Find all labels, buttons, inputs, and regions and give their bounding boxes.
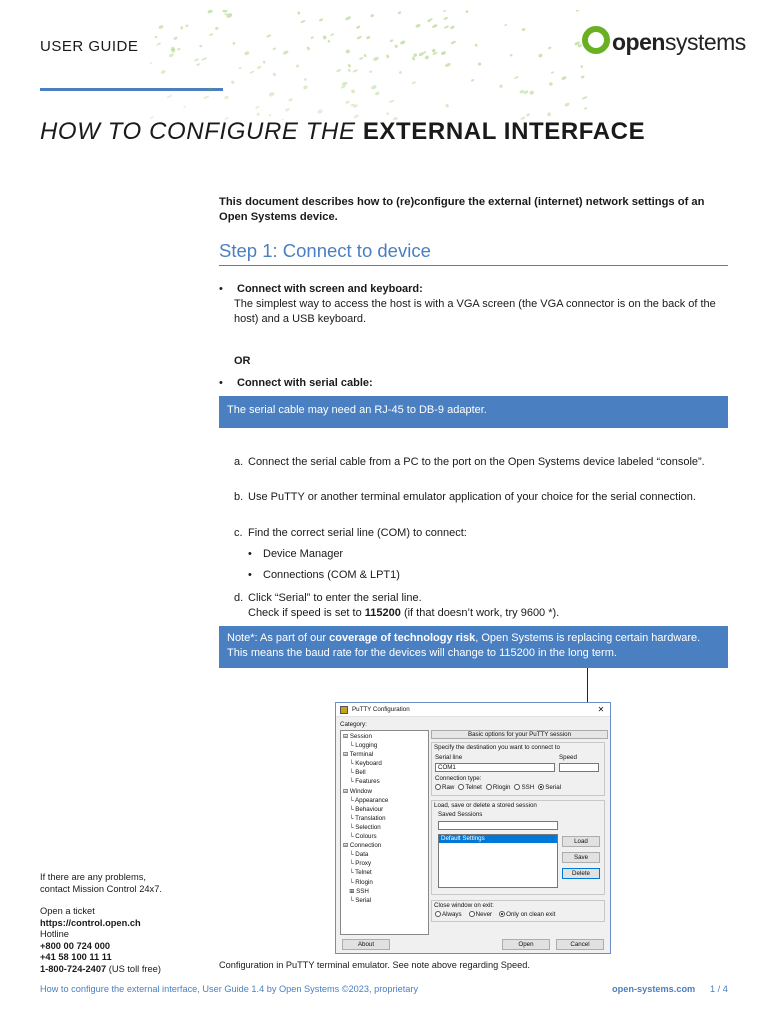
decorative-dot: [523, 90, 529, 95]
decorative-dot: [431, 24, 438, 29]
decorative-dot: [244, 51, 250, 56]
document-type-label: USER GUIDE: [40, 38, 139, 55]
decorative-dot: [397, 11, 401, 15]
exit-option[interactable]: [499, 911, 555, 918]
decorative-dot: [160, 69, 166, 74]
tree-item[interactable]: └ Serial: [343, 896, 372, 904]
decorative-dot: [303, 85, 309, 90]
category-label: Category:: [340, 721, 367, 728]
radio-label: Serial: [545, 784, 562, 791]
decorative-dot: [156, 42, 161, 46]
save-button[interactable]: Save: [562, 852, 600, 863]
delete-button[interactable]: Delete: [562, 868, 600, 879]
radio-icon[interactable]: [486, 784, 492, 790]
decorative-dot: [347, 63, 351, 68]
decorative-dot: [444, 25, 450, 29]
list-marker: c.: [234, 527, 243, 539]
decorative-dot: [445, 103, 450, 108]
decorative-dot: [262, 60, 266, 64]
radio-label: Only on clean exit: [506, 911, 556, 918]
radio-label: Never: [475, 911, 493, 918]
decorative-dot: [474, 43, 478, 47]
bullet-icon: •: [219, 377, 223, 389]
decorative-dot: [521, 28, 526, 32]
radio-label: Always: [442, 911, 462, 918]
decorative-dot: [369, 70, 372, 73]
logo-systems-text: systems: [664, 28, 746, 55]
footer-website-link[interactable]: open-systems.com: [612, 984, 696, 994]
connection-type-option[interactable]: [435, 784, 454, 791]
contact-block: [40, 906, 161, 975]
radio-icon[interactable]: [499, 911, 505, 917]
decorative-dot: [158, 24, 164, 29]
decorative-dot: [363, 54, 367, 58]
decorative-dot: [389, 99, 395, 103]
decorative-dot: [306, 46, 310, 51]
cancel-button[interactable]: Cancel: [556, 939, 604, 950]
decorative-dot: [345, 100, 350, 104]
decorative-dot: [268, 91, 275, 97]
decorative-dot: [386, 54, 390, 59]
decorative-dot: [373, 56, 380, 62]
decorative-dot: [504, 24, 507, 27]
or-separator: OR: [234, 355, 251, 367]
page-number: 1 / 4: [710, 984, 728, 994]
figure-caption: [219, 960, 530, 970]
decorative-dot: [199, 44, 203, 48]
ticket-label: Open a ticket: [40, 906, 95, 916]
putty-title: PuTTY Configuration: [352, 706, 410, 713]
radio-label: Raw: [442, 784, 455, 791]
decorative-dot: [268, 114, 271, 117]
decorative-dot: [548, 82, 553, 87]
decorative-dot: [551, 71, 554, 74]
decorative-dot: [272, 72, 276, 76]
decorative-dot: [345, 49, 351, 54]
decorative-dot: [300, 19, 306, 23]
tree-item[interactable]: ⊞ SSH: [343, 887, 369, 895]
decorative-dot: [330, 33, 334, 36]
saved-sessions-label: Saved Sessions: [438, 811, 483, 818]
load-button[interactable]: Load: [562, 836, 600, 847]
tree-item[interactable]: └ Translation: [343, 814, 386, 822]
decorative-dot: [450, 25, 455, 29]
decorative-dot: [564, 102, 570, 107]
support-line1: If there are any problems,: [40, 872, 146, 882]
stored-session-group: [431, 800, 605, 895]
session-panel: [431, 730, 608, 935]
decorative-dot: [399, 40, 406, 45]
decorative-dot: [443, 10, 446, 12]
list-item-c: [234, 526, 728, 541]
decorative-dot: [319, 18, 324, 22]
phone-number-2[interactable]: +41 58 100 11 11: [40, 952, 112, 962]
footer-document-info: How to configure the external interface, User Guide 1.4 by Open Systems ©2023, proprietary: [40, 984, 419, 994]
decorative-dot: [150, 62, 152, 65]
decorative-dot: [317, 109, 324, 115]
decorative-dot: [471, 78, 475, 82]
decorative-dot: [222, 10, 229, 13]
decorative-dot: [546, 112, 551, 117]
caption-end: .: [527, 960, 530, 970]
decorative-dot: [168, 53, 174, 58]
list-item-a: [234, 455, 728, 470]
note-post: , Open Systems is replacing certain hardware. This means the baud rate for the devices will change to 115200 in the long term.: [227, 632, 701, 659]
decorative-dot: [327, 40, 330, 43]
decorative-dot: [514, 76, 519, 80]
decorative-dot: [526, 113, 531, 117]
decorative-dot: [297, 11, 301, 15]
decorative-dot: [415, 23, 421, 28]
exit-option[interactable]: [469, 911, 493, 918]
tree-item[interactable]: ⊟ Connection: [343, 842, 382, 850]
decorative-dot: [166, 94, 173, 98]
connection-type-label: Connection type:: [435, 775, 482, 782]
decorative-dot: [509, 54, 512, 57]
list-item-text: Find the correct serial line (COM) to connect:: [248, 527, 467, 539]
list-marker: a.: [234, 456, 244, 468]
decorative-dot: [443, 16, 448, 20]
putty-titlebar: [336, 703, 610, 717]
radio-icon[interactable]: [469, 911, 475, 917]
open-systems-logo: [582, 22, 746, 62]
note-pre: Note*: As part of our: [227, 632, 330, 644]
logo-open-text: open: [612, 28, 665, 55]
title-bold-part: EXTERNAL INTERFACE: [362, 118, 646, 145]
tree-item[interactable]: └ Telnet: [343, 869, 372, 877]
speed-label: Speed: [559, 754, 577, 761]
sub-item-text: Connections (COM & LPT1): [263, 569, 400, 581]
decorative-dot: [529, 90, 535, 95]
decorative-dot: [575, 10, 579, 12]
support-notice: [40, 872, 162, 895]
decorative-dot: [207, 10, 213, 14]
phone-number-3[interactable]: 1-800-724-2407: [40, 963, 107, 974]
bullet-icon: •: [248, 569, 252, 581]
decorative-dot: [584, 107, 588, 110]
list-item-text: [248, 591, 728, 621]
decorative-dot: [348, 68, 352, 72]
tree-item[interactable]: └ Logging: [343, 742, 378, 750]
open-button[interactable]: Open: [502, 939, 550, 950]
decorative-dot: [185, 24, 189, 27]
decorative-dot: [209, 33, 214, 36]
decorative-dot: [356, 25, 361, 29]
step1-heading: Step 1: Connect to device: [219, 240, 728, 266]
decorative-dot: [366, 35, 371, 39]
decorative-dot: [345, 16, 352, 21]
putty-app-icon: [340, 706, 348, 714]
serial-line-input[interactable]: COM1: [435, 763, 555, 772]
list-item-text: Use PuTTY or another terminal emulator application of your choice for the serial connection.: [248, 491, 696, 503]
sessions-group-label: Load, save or delete a stored session: [434, 802, 537, 809]
tree-item[interactable]: ⊟ Terminal: [343, 751, 374, 759]
tree-item[interactable]: └ Behaviour: [343, 805, 384, 813]
radio-icon[interactable]: [538, 784, 544, 790]
list-marker: b.: [234, 491, 244, 503]
decorative-dot: [296, 64, 300, 68]
decorative-dot: [477, 62, 481, 66]
connection-type-radios[interactable]: [435, 784, 565, 791]
tree-item[interactable]: └ Data: [343, 851, 369, 859]
radio-icon[interactable]: [514, 784, 520, 790]
ticket-link[interactable]: https://control.open.ch: [40, 917, 141, 928]
decorative-dot: [173, 36, 178, 40]
tree-item[interactable]: └ Selection: [343, 823, 381, 831]
page-title: [40, 118, 645, 146]
radio-icon[interactable]: [435, 911, 441, 917]
decorative-dot: [282, 50, 289, 55]
decorative-dot: [207, 87, 213, 93]
serial-line-label: Serial line: [435, 754, 463, 761]
decorative-dot: [370, 14, 374, 18]
list-item-d: [234, 591, 728, 621]
decorative-dot: [386, 112, 390, 115]
decorative-dot: [424, 55, 429, 60]
radio-label: SSH: [521, 784, 535, 791]
decorative-dot: [412, 81, 417, 84]
option1-title: Connect with screen and keyboard:: [237, 283, 423, 295]
decorative-dot: [215, 26, 219, 30]
list-item-text: Connect the serial cable from a PC to the port on the Open Systems device labeled “console”.: [248, 456, 705, 468]
hotline-label: Hotline: [40, 929, 69, 939]
logo-ring-icon: [582, 26, 610, 54]
decorative-dot: [580, 75, 584, 79]
destination-group: [431, 742, 605, 796]
radio-icon[interactable]: [458, 784, 464, 790]
tree-item[interactable]: └ Features: [343, 778, 380, 786]
phone-number-1[interactable]: +800 00 724 000: [40, 940, 111, 951]
radio-label: Telnet: [465, 784, 482, 791]
title-light-part: HOW TO CONFIGURE THE: [40, 118, 363, 145]
tree-item[interactable]: └ Proxy: [343, 860, 372, 868]
decorative-dot: [389, 39, 393, 43]
decorative-dot: [548, 46, 552, 49]
sessions-list[interactable]: [438, 834, 558, 888]
note-bold: coverage of technology risk: [329, 632, 476, 644]
bullet-icon: •: [219, 283, 223, 295]
decorative-dot: [580, 65, 583, 68]
phone-note: (US toll free): [106, 963, 161, 974]
decorative-dot: [232, 41, 236, 45]
close-window-group: [431, 900, 605, 922]
decorative-dot: [336, 68, 341, 72]
caption-text: Configuration in PuTTY terminal emulator. See note above regarding: [219, 960, 501, 970]
decorative-dot: [266, 34, 272, 38]
decorative-dot-pattern: [150, 10, 600, 120]
decorative-dot: [285, 108, 290, 112]
option1-text: The simplest way to access the host is with a VGA screen (the VGA connector is on the back of the host) and a USB keyboard.: [234, 298, 716, 325]
decorative-dot: [310, 36, 314, 39]
decorative-dot: [399, 71, 403, 75]
about-button[interactable]: About: [342, 939, 390, 950]
decorative-dot: [371, 84, 378, 90]
decorative-dot: [359, 57, 363, 61]
list-item-b: [234, 490, 728, 505]
destination-label: Specify the destination you want to connect to: [434, 744, 560, 751]
decorative-dot: [352, 69, 358, 73]
decorative-dot: [581, 96, 588, 101]
decorative-dot: [374, 91, 380, 96]
decorative-dot: [194, 58, 200, 62]
decorative-dot: [394, 44, 398, 48]
bullet-icon: •: [248, 548, 252, 560]
decorative-dot: [440, 50, 446, 55]
item-d-line2-post: (if that doesn’t work, try 9600 *).: [400, 607, 560, 619]
decorative-dot: [450, 40, 456, 45]
tree-item[interactable]: └ Keyboard: [343, 760, 382, 768]
radio-label: Rlogin: [492, 784, 511, 791]
list-marker: d.: [234, 592, 244, 604]
decorative-dot: [154, 35, 158, 38]
saved-sessions-input[interactable]: [438, 821, 558, 830]
decorative-dot: [231, 80, 236, 85]
decorative-dot: [201, 57, 207, 61]
option2-title: Connect with serial cable:: [237, 377, 373, 389]
caption-emphasis: Speed: [500, 960, 528, 970]
decorative-dot: [183, 105, 186, 108]
decorative-dot: [499, 84, 503, 88]
decorative-dot: [561, 75, 567, 80]
decorative-dot: [196, 63, 201, 67]
sub-item-connections: [248, 569, 400, 581]
decorative-dot: [257, 65, 262, 69]
decorative-dot: [465, 10, 469, 13]
connection-type-option[interactable]: [458, 784, 482, 791]
tree-item[interactable]: └ Rlogin: [343, 878, 373, 886]
decorative-dot: [238, 67, 242, 70]
speed-value: 115200: [364, 607, 401, 619]
panel-title: Basic options for your PuTTY session: [431, 730, 608, 739]
intro-paragraph: This document describes how to (re)configure the external (internet) network settings of an Open Systems device.: [219, 196, 705, 223]
session-item-default[interactable]: Default Settings: [439, 835, 557, 843]
tree-item[interactable]: └ Appearance: [343, 796, 389, 804]
tree-item[interactable]: ⊟ Session: [343, 733, 372, 740]
close-on-exit-radios[interactable]: [435, 911, 562, 918]
decorative-dot: [322, 35, 327, 40]
close-on-exit-label: Close window on exit:: [434, 902, 494, 909]
category-tree[interactable]: [340, 730, 429, 935]
support-line2: contact Mission Control 24x7.: [40, 883, 162, 894]
connection-type-option[interactable]: [538, 784, 561, 791]
decorative-dot: [249, 70, 254, 74]
decorative-dot: [288, 98, 293, 102]
tree-item[interactable]: ⊟ Window: [343, 787, 372, 795]
adapter-callout: The serial cable may need an RJ-45 to DB-9 adapter.: [219, 396, 728, 428]
tree-item[interactable]: └ Bell: [343, 769, 366, 777]
decorative-dot: [303, 78, 307, 82]
decorative-dot: [272, 47, 276, 50]
decorative-dot: [538, 53, 543, 58]
decorative-dot: [180, 26, 184, 30]
item-d-line2-pre: Check if speed is set to: [248, 607, 365, 619]
radio-icon[interactable]: [435, 784, 441, 790]
putty-window-screenshot: [335, 702, 611, 954]
speed-input[interactable]: [559, 763, 599, 772]
sub-item-text: Device Manager: [263, 548, 344, 560]
decorative-dot: [203, 95, 209, 100]
item-d-line1: Click “Serial” to enter the serial line.: [248, 592, 422, 604]
decorative-dot: [255, 105, 260, 109]
tree-item[interactable]: └ Colours: [343, 833, 377, 841]
decorative-dot: [351, 89, 356, 94]
decorative-dot: [356, 35, 362, 39]
connection-type-option[interactable]: [486, 784, 511, 791]
decorative-dot: [256, 112, 261, 117]
exit-option[interactable]: [435, 911, 462, 918]
sub-item-device-manager: [248, 548, 343, 560]
decorative-dot: [445, 62, 452, 67]
close-icon[interactable]: ✕: [597, 705, 605, 714]
decorative-dot: [224, 95, 229, 100]
connection-type-option[interactable]: [514, 784, 534, 791]
decorative-dot: [177, 47, 181, 51]
baud-rate-note: [219, 626, 728, 668]
